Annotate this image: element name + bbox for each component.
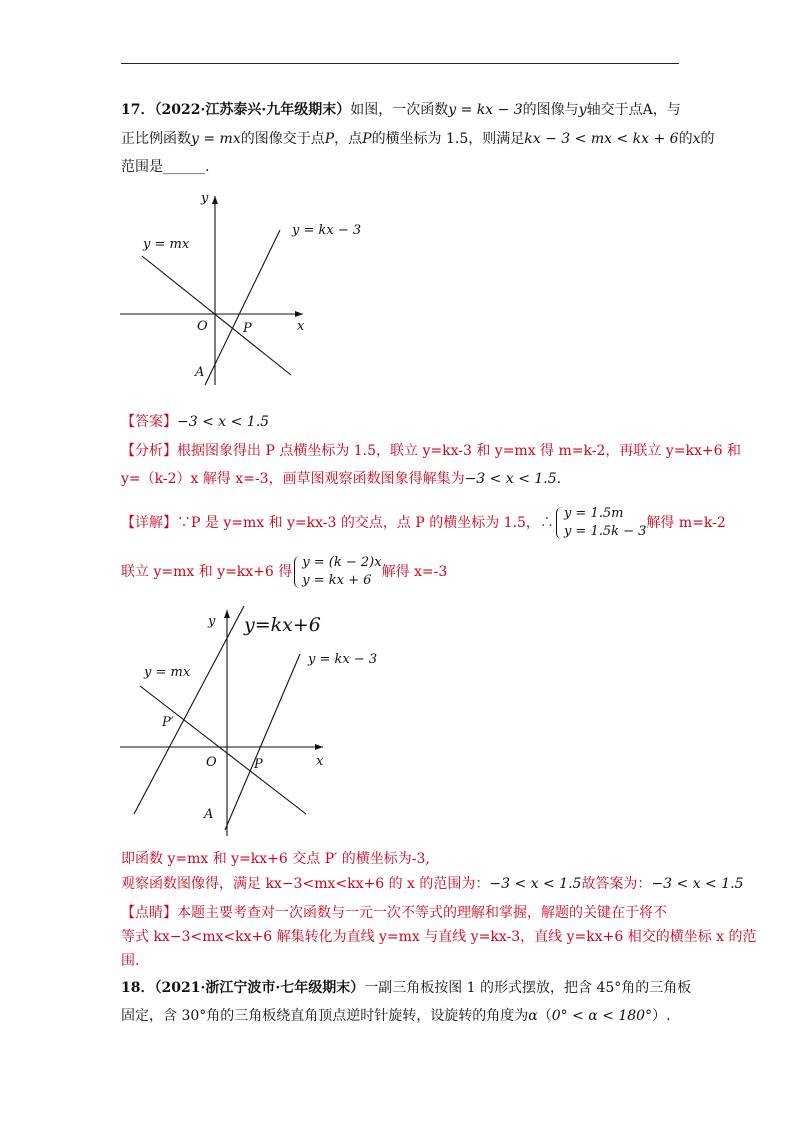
q18-text: 一副三角板按图 1 的形式摆放，把含 45°角的三角板	[364, 980, 692, 996]
conclusion-text: 观察函数图像得，满足 kx−3<mx<kx+6 的 x 的范围为：	[121, 876, 490, 892]
q17-text: 的	[700, 131, 715, 147]
label-a: A	[195, 365, 205, 380]
label-p-prime: P′	[162, 715, 174, 730]
conclusion-text: 故答案为：	[581, 876, 652, 892]
header-rule	[121, 63, 679, 64]
q17-line3: 范围是______.	[121, 159, 210, 175]
label-p: P	[254, 757, 263, 772]
analysis-text: y=（k-2）x 解得 x=-3，画草图观察函数图象得解集为	[121, 471, 465, 487]
conclusion-line1: 即函数 y=mx 和 y=kx+6 交点 P′ 的横坐标为-3,	[121, 851, 430, 867]
figure-2	[120, 600, 378, 840]
analysis-range: −3 < x < 1.5	[464, 471, 557, 487]
label-y-kx-3: y = kx − 3	[308, 652, 378, 667]
x-arrow-icon	[295, 311, 303, 317]
q18-text: （	[537, 1008, 552, 1024]
label-y-kx-3: y = kx − 3	[292, 223, 362, 238]
y-arrow-icon	[212, 196, 218, 204]
label-y: y	[201, 191, 209, 206]
q18-source: （2021·浙江宁波市·七年级期末）	[154, 980, 365, 996]
system-1	[554, 505, 646, 541]
system-1-eq: y = 1.5m	[563, 506, 624, 521]
q17-line2	[121, 129, 715, 149]
answer-value: −3 < x < 1.5	[177, 414, 270, 430]
system-2	[292, 554, 381, 590]
x-arrow-icon	[315, 744, 323, 750]
label-o: O	[197, 319, 208, 334]
q17-number: 17．	[121, 102, 155, 118]
q18-line1	[121, 978, 692, 998]
q17-text: ，与	[652, 102, 681, 118]
q17-text: 如图，一次函数	[350, 102, 449, 118]
detail-tag: 【详解】	[121, 515, 177, 531]
point-p: P	[362, 131, 372, 147]
analysis-line1	[121, 441, 741, 461]
q17-text: 的	[678, 131, 693, 147]
analysis-tag: 【分析】	[121, 443, 177, 459]
label-a: A	[204, 807, 214, 822]
answer-tag: 【答案】	[121, 414, 177, 430]
system-2-eq: y = (k − 2)x	[302, 555, 382, 570]
q18-line2	[121, 1006, 681, 1026]
q17-source: （2022·江苏泰兴·九年级期末）	[154, 102, 351, 118]
point-a: A	[642, 102, 653, 118]
detail-text: 联立 y=mx 和 y=kx+6 得	[121, 564, 293, 580]
inequality: kx − 3 < mx < kx + 6	[524, 131, 679, 147]
angle-range: 0° < α < 180°	[551, 1008, 653, 1024]
var-alpha: α	[528, 1008, 538, 1024]
label-x: x	[316, 754, 324, 769]
equation-kx-3: y = kx − 3	[448, 102, 523, 118]
line-y-kx-3	[225, 654, 300, 830]
conclusion-answer: −3 < x < 1.5	[651, 876, 744, 892]
comment-text: 本题主要考查对一次函数与一元一次不等式的理解和掌握，解题的关键在于将不	[177, 905, 667, 921]
line-y-mx	[140, 686, 306, 814]
line-y-kx-3	[205, 230, 280, 385]
q17-text: 轴交于点	[586, 102, 643, 118]
detail-text: 解得 x=-3	[381, 564, 448, 580]
label-x: x	[297, 319, 305, 334]
comment-line3: 围.	[121, 953, 140, 969]
q17-text: 正比例函数	[121, 131, 191, 147]
label-p: P	[243, 321, 252, 336]
q17-text: 的图像交于点	[240, 131, 325, 147]
comment-line1	[121, 903, 681, 923]
point-p: P	[324, 131, 335, 147]
label-y-kx6: y=kx+6	[244, 614, 321, 636]
conclusion-range: −3 < x < 1.5	[489, 876, 582, 892]
label-y-mx: y = mx	[144, 665, 191, 680]
analysis-text: 根据图象得出 P 点横坐标为 1.5，联立 y=kx-3 和 y=mx 得 m=k-2，再联立 y=kx+6 和	[177, 443, 741, 459]
system-2-eq: y = kx + 6	[302, 573, 372, 588]
detail-text: ∵P 是 y=mx 和 y=kx-3 的交点，点 P 的横坐标为 1.5，∴	[177, 515, 554, 531]
system-1-eq: y = 1.5k − 3	[563, 524, 647, 539]
label-y-mx: y = mx	[143, 237, 190, 252]
answer-line	[121, 412, 681, 432]
q17-text: 的图像与	[522, 102, 579, 118]
q17-line1	[121, 100, 681, 120]
q17-text: ，点	[334, 131, 363, 147]
equation-mx: y = mx	[191, 131, 241, 147]
detail-line2	[121, 553, 681, 591]
var-y: y	[578, 102, 587, 118]
q18-text: 固定，含 30°角的三角板绕直角顶点逆时针旋转，设旋转的角度为	[121, 1008, 529, 1024]
y-arrow-icon	[224, 610, 230, 618]
q17-text: 的横坐标为 1.5，则满足	[371, 131, 525, 147]
comment-line2: 等式 kx−3<mx<kx+6 解集转化为直线 y=mx 与直线 y=kx-3，直线 y=kx+6 相交的横坐标 x 的范	[121, 929, 757, 945]
detail-line1	[121, 504, 726, 542]
label-o: O	[206, 755, 217, 770]
figure-1	[115, 190, 362, 390]
analysis-text: .	[556, 471, 562, 487]
comment-tag: 【点睛】	[121, 905, 177, 921]
analysis-line2	[121, 469, 681, 489]
line-y-mx	[142, 256, 291, 375]
q18-number: 18．	[121, 980, 155, 996]
conclusion-line2	[121, 874, 744, 894]
label-y: y	[208, 614, 216, 629]
detail-text: 解得 m=k-2	[646, 515, 726, 531]
q18-text: ）.	[652, 1008, 671, 1024]
var-x: x	[692, 131, 701, 147]
